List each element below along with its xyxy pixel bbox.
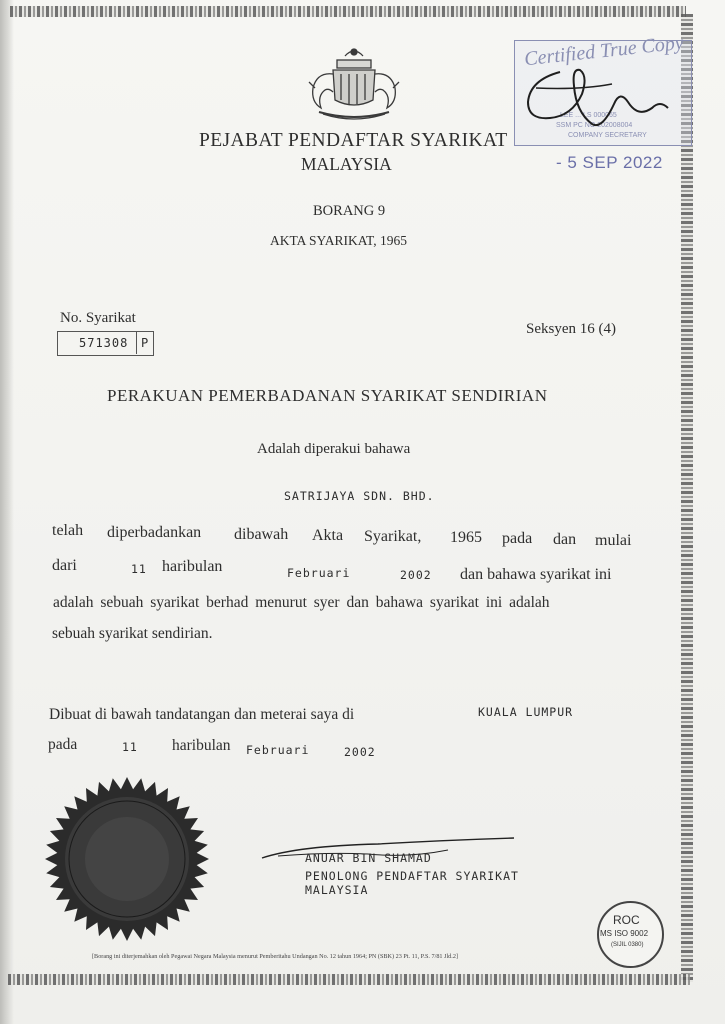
signed-month: Februari — [246, 743, 310, 757]
certification-statement: Adalah diperakui bahawa — [257, 441, 411, 457]
body-word-pada: pada — [502, 530, 533, 547]
incorporation-day: 11 — [131, 562, 147, 576]
registrar-title-country: MALAYSIA — [305, 883, 369, 897]
company-number-value: 571308 — [79, 336, 129, 350]
incorporation-year: 2002 — [400, 568, 432, 582]
scan-edge-shadow — [0, 0, 14, 1024]
translation-footnote: [Borang ini diterjemahkan oleh Pegawai Negara Malaysia menurut Pemberitahu Undangan No. 12 tahun 1964; PN (SBK) 23 Pt. 11, P.S. 7/81 Jld.2] — [92, 953, 458, 960]
body-line4: sebuah syarikat sendirian. — [52, 625, 213, 642]
registrar-name: ANUAR BIN SHAMAD — [305, 851, 432, 865]
body-word-haribulan: haribulan — [162, 558, 223, 575]
body-word-dibawah: dibawah — [234, 526, 289, 543]
signed-haribulan-label: haribulan — [172, 737, 231, 754]
decorative-border-top — [10, 6, 686, 17]
official-seal — [44, 776, 210, 942]
body-word-dan: dan — [553, 531, 577, 548]
roc-badge-title: ROC — [613, 913, 640, 927]
handwritten-signature-stamp — [520, 50, 690, 140]
signed-day: 11 — [122, 740, 138, 754]
incorporation-month: Februari — [287, 566, 351, 580]
decorative-border-bottom — [8, 974, 690, 985]
section-reference: Seksyen 16 (4) — [526, 321, 616, 337]
company-number-label: No. Syarikat — [60, 310, 136, 326]
form-number: BORANG 9 — [313, 203, 386, 219]
coat-of-arms-emblem — [303, 44, 405, 126]
roc-badge-standard: MS ISO 9002 — [600, 929, 649, 938]
company-number-suffix: P — [141, 336, 150, 350]
certified-copy-stamp-name: LEE ... LS 000065 — [560, 112, 617, 119]
body-word-1965: 1965 — [450, 529, 482, 546]
body-word-mulai: mulai — [595, 532, 632, 549]
company-name: SATRIJAYA SDN. BHD. — [284, 489, 435, 503]
certified-copy-stamp-title: Certified True Copy — [523, 31, 685, 71]
signed-place: KUALA LUMPUR — [478, 705, 574, 719]
signed-pada-label: pada — [48, 736, 78, 753]
signed-year: 2002 — [344, 745, 376, 759]
decorative-border-right — [681, 14, 693, 982]
certified-copy-stamp-role: COMPANY SECRETARY — [568, 132, 647, 139]
registry-office-name: PEJABAT PENDAFTAR SYARIKAT — [199, 130, 508, 151]
body-word-diperbadankan: diperbadankan — [107, 524, 202, 541]
registrar-title: PENOLONG PENDAFTAR SYARIKAT — [305, 869, 519, 883]
body-word-syarikat: Syarikat, — [364, 528, 422, 545]
registry-office-country: MALAYSIA — [301, 154, 392, 174]
certified-copy-stamp-number: SSM PC NO 202008004 — [556, 122, 633, 129]
body-word-dari: dari — [52, 557, 77, 574]
signed-statement: Dibuat di bawah tandatangan dan meterai saya di — [49, 706, 355, 723]
body-line2-tail: dan bahawa syarikat ini — [460, 566, 612, 583]
roc-badge-cert: (SIJIL 0380) — [611, 942, 644, 948]
certificate-title: PERAKUAN PEMERBADANAN SYARIKAT SENDIRIAN — [107, 386, 548, 405]
company-number-divider — [136, 331, 137, 354]
body-line3: adalah sebuah syarikat berhad menurut syer dan bahawa syarikat ini adalah — [53, 594, 550, 611]
body-word-telah: telah — [52, 522, 84, 539]
certification-date-stamp: - 5 SEP 2022 — [556, 153, 663, 172]
act-title: AKTA SYARIKAT, 1965 — [270, 233, 408, 248]
body-word-akta: Akta — [312, 527, 344, 544]
